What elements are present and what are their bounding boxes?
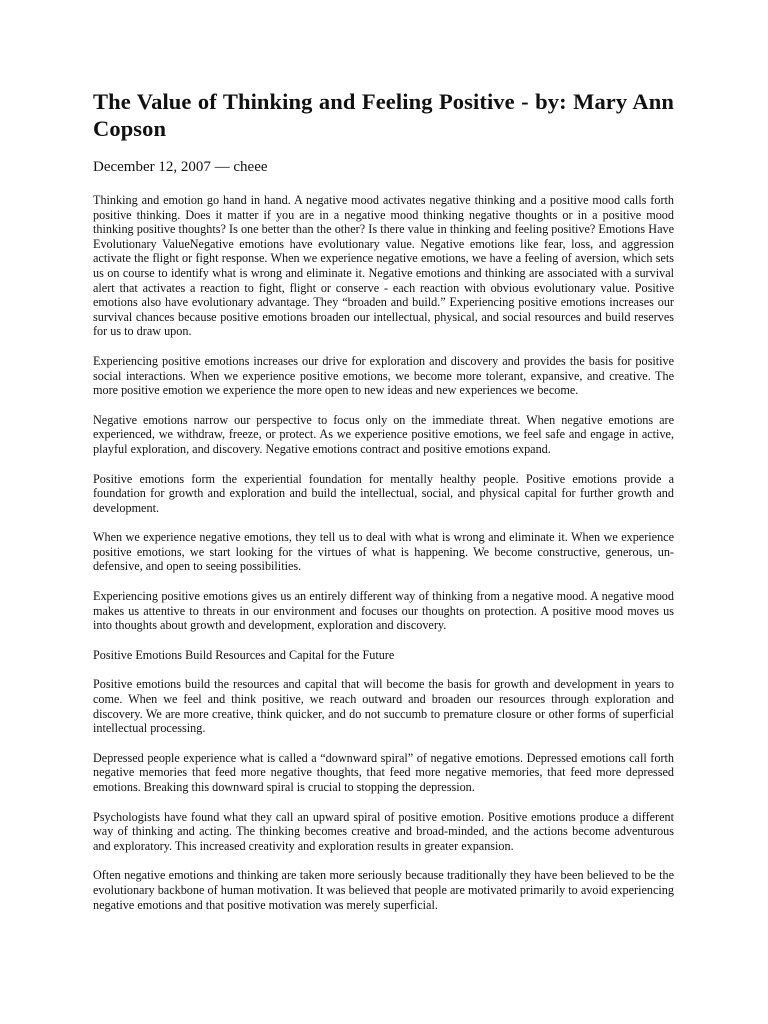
paragraph: Depressed people experience what is called a “downward spiral” of negative emotions. Depressed emotions call forth negative memories that feed more negative thoughts, that feed more negative memories, that feed more depressed emotions. Breaking this downward spiral is crucial to stopping the depression. — [93, 750, 674, 794]
section-heading: Positive Emotions Build Resources and Capital for the Future — [93, 647, 395, 662]
paragraph: Positive emotions build the resources and capital that will become the basis for growth and development in years to come. When we feel and think positive, we reach outward and broaden our resources through exploration and discovery. We are more creative, think quicker, and do not succumb to premature closure or other forms of superficial intellectual processing. — [93, 677, 674, 736]
paragraph-intro: Thinking and emotion go hand in hand. A negative mood activates negative thinking and a positive mood calls forth positive thinking. Does it matter if you are in a negative mood thinking negative thoughts or in a positive mood thinking positive thoughts? Is one better than the other? Is there value in thinking and feeling positive? Emotions Have Evolutionary ValueNegative emotions have evolutionary value. Negative emotions like fear, loss, and aggression activate the flight or fight response. When we experience negative emotions, we have a feeling of aversion, which sets us on course to identify what is wrong and eliminate it. Negative emotions and thinking are associated with a survival alert that activates a reaction to fight, flight or conserve - each reaction with obvious evolutionary value. Positive emotions also have evolutionary advantage. They “broaden and build.” Experiencing positive emotions increases our survival chances because positive emotions broaden our intellectual, physical, and social resources and build reserves for us to draw upon. — [93, 193, 674, 339]
paragraph: Psychologists have found what they call an upward spiral of positive emotion. Positive emotions produce a different way of thinking and acting. The thinking becomes creative and broad-minded, and the actions become adventurous and exploratory. This increased creativity and exploration results in greater expansion. — [93, 809, 674, 853]
paragraph: Negative emotions narrow our perspective to focus only on the immediate threat. When negative emotions are experienced, we withdraw, freeze, or protect. As we experience positive emotions, we feel safe and engage in active, playful exploration, and discovery. Negative emotions contract and positive emotions expand. — [93, 412, 674, 456]
article-meta: December 12, 2007 — cheee — [93, 159, 268, 175]
paragraph: Often negative emotions and thinking are taken more seriously because traditionally they have been believed to be the evolutionary backbone of human motivation. It was believed that people are motivated primarily to avoid experiencing negative emotions and that positive motivation was merely superficial. — [93, 868, 674, 912]
paragraph: Experiencing positive emotions gives us an entirely different way of thinking from a negative mood. A negative mood makes us attentive to threats in our environment and focuses our thoughts on protection. A positive mood moves us into thoughts about growth and development, exploration and discovery. — [93, 589, 674, 633]
paragraph: Experiencing positive emotions increases our drive for exploration and discovery and provides the basis for positive social interactions. When we experience positive emotions, we become more tolerant, expansive, and creative. The more positive emotion we experience the more open to new ideas and new experiences we become. — [93, 353, 674, 398]
article-title: The Value of Thinking and Feeling Positive - by: Mary Ann Copson — [93, 89, 674, 141]
paragraph: Positive emotions form the experiential foundation for mentally healthy people. Positive emotions provide a foundation for growth and exploration and build the intellectual, social, and physical capital for further growth and development. — [93, 471, 674, 515]
article-body — [93, 193, 674, 912]
paragraph: When we experience negative emotions, they tell us to deal with what is wrong and eliminate it. When we experience positive emotions, we start looking for the virtues of what is happening. We become constructive, generous, un-defensive, and open to seeing possibilities. — [93, 530, 674, 574]
document-page — [93, 88, 674, 927]
